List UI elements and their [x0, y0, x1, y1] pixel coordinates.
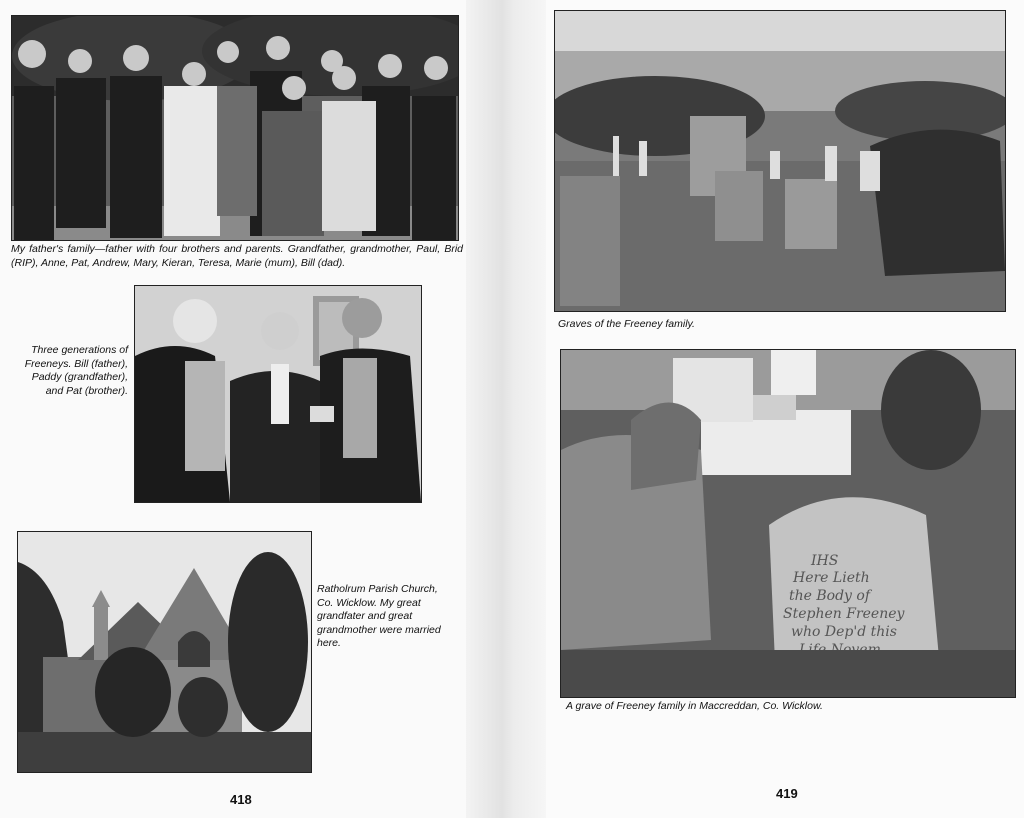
svg-text:IHS: IHS — [811, 553, 839, 569]
three-generations-photo — [134, 285, 422, 503]
headstone-photo — [560, 349, 1016, 698]
graves-landscape-photo — [554, 10, 1006, 312]
left-page — [0, 0, 466, 818]
svg-text:the Body of: the Body of — [789, 588, 871, 604]
three-generations-caption: Three generations of Freeneys. Bill (father), Paddy (grandfather), and Pat (brother). — [24, 344, 128, 397]
parish-church-caption: Ratholrum Parish Church, Co. Wicklow. My great grandfater and great grandmother were married here. — [317, 583, 441, 649]
family-photo-caption: My father's family—father with four brothers and parents. Grandfather, grandmother, Paul, Brid (RIP), Anne, Pat, Andrew, Mary, Kieran, Teresa, Marie (mum), Bill (dad). — [11, 243, 463, 269]
page-number: 418 — [230, 792, 252, 807]
svg-text:Here Lieth: Here Lieth — [793, 570, 870, 586]
family-group-photo — [11, 15, 459, 241]
right-page — [546, 0, 1024, 818]
page-number: 419 — [776, 786, 798, 801]
svg-text:who Dep'd this: who Dep'd this — [791, 624, 897, 640]
graves-caption: Graves of the Freeney family. — [558, 318, 695, 330]
book-gutter — [466, 0, 546, 818]
parish-church-photo — [17, 531, 312, 773]
headstone-caption: A grave of Freeney family in Maccreddan, Co. Wicklow. — [566, 700, 823, 712]
svg-text:Stephen Freeney: Stephen Freeney — [783, 606, 905, 622]
